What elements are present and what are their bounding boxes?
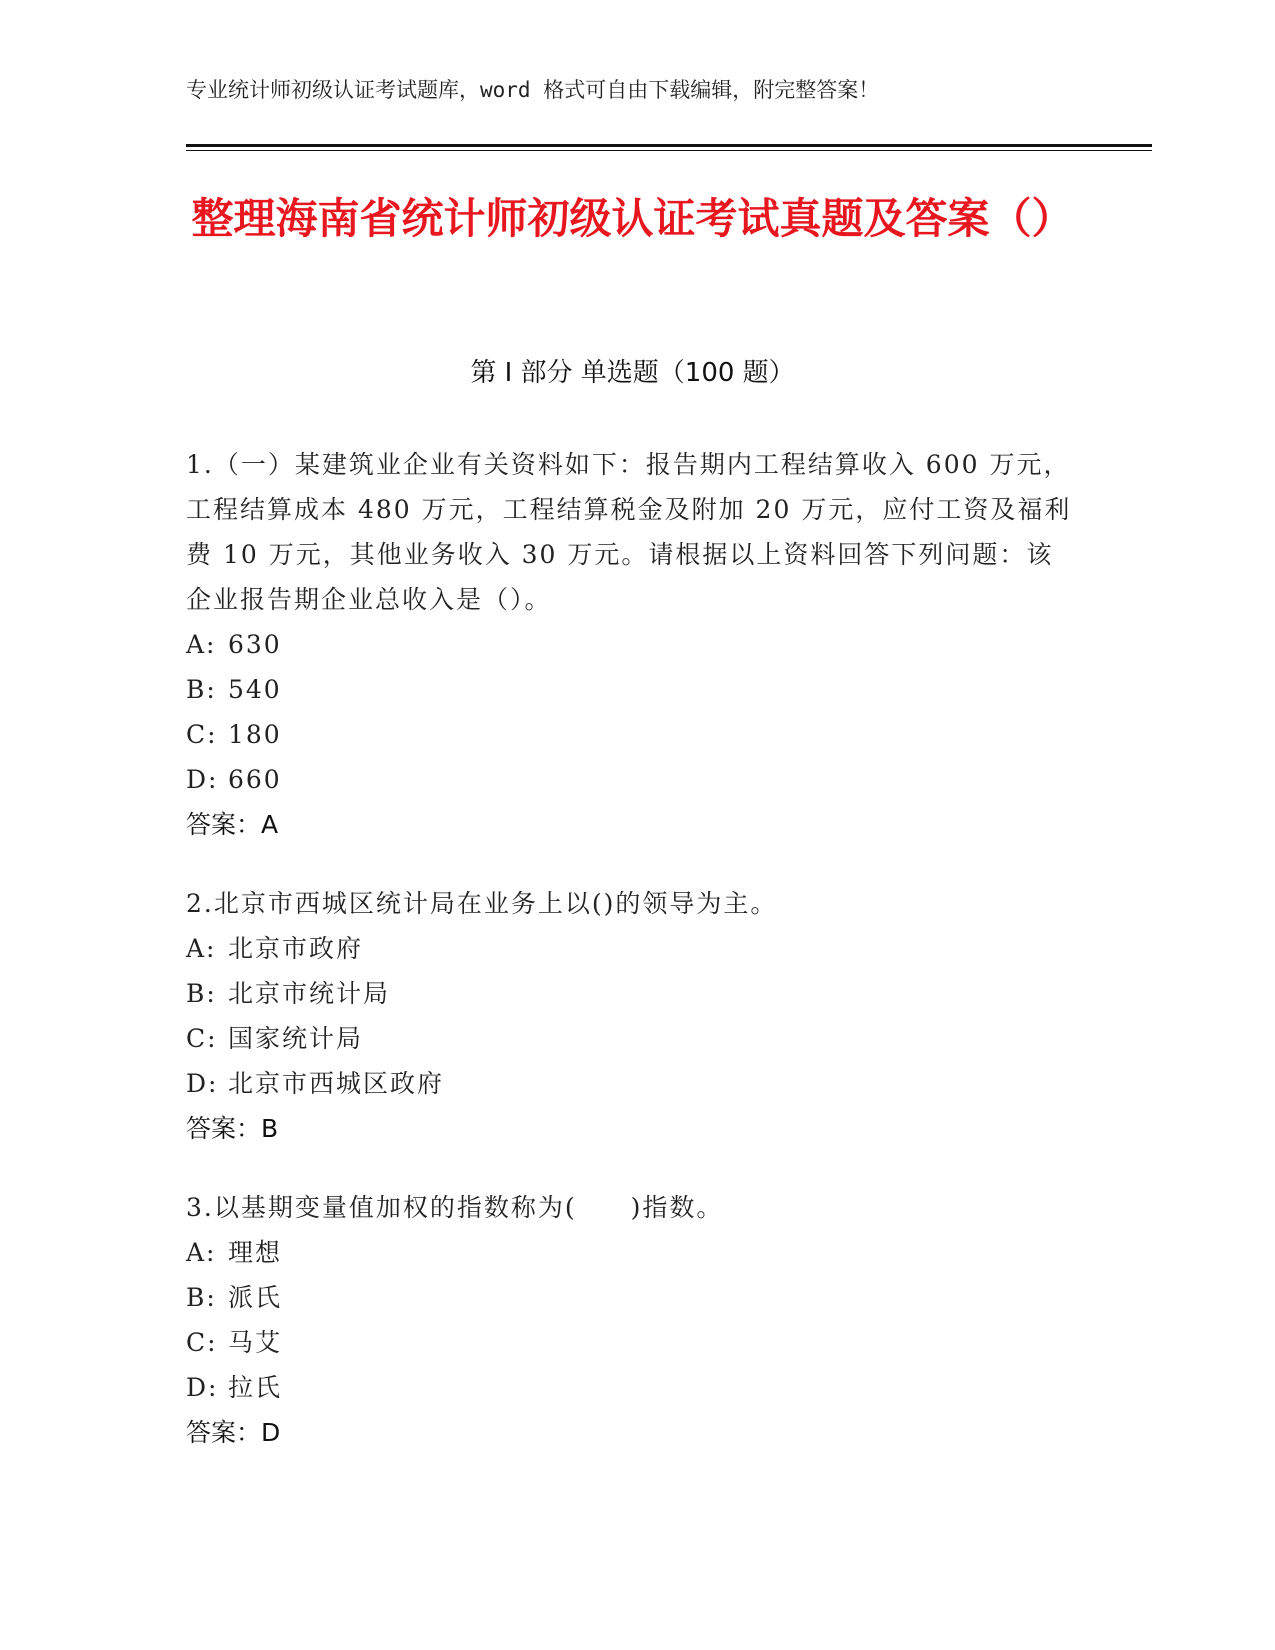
option-key: C:: [186, 720, 218, 749]
option-key: D:: [186, 765, 219, 794]
option-text: 北京市统计局: [228, 979, 391, 1008]
option-a: [186, 1230, 1079, 1275]
option-text: 派氏: [228, 1283, 283, 1312]
option-a: [186, 622, 1079, 667]
option-key: B:: [186, 979, 217, 1008]
option-key: A:: [186, 934, 217, 963]
option-key: A:: [186, 630, 217, 659]
section-heading: 第 I 部分 单选题（100 题）: [470, 358, 795, 388]
option-key: B:: [186, 1283, 217, 1312]
option-key: A:: [186, 1238, 217, 1267]
option-c: [186, 1320, 1079, 1365]
option-text: 马艾: [228, 1328, 283, 1357]
option-key: D:: [186, 1069, 219, 1098]
answer-line: 答案：A: [186, 810, 279, 839]
option-a: [186, 926, 1079, 971]
option-text: 180: [228, 720, 282, 749]
document-title: 整理海南省统计师初级认证考试真题及答案（）: [191, 194, 1074, 243]
header-note: 专业统计师初级认证考试题库，word 格式可自由下载编辑，附完整答案！: [186, 78, 880, 102]
question-2: [186, 881, 1079, 1151]
header-rule-thin: [186, 150, 1152, 151]
option-key: D:: [186, 1373, 219, 1402]
question-3: [186, 1185, 1079, 1455]
option-key: B:: [186, 675, 217, 704]
answer-line: 答案：D: [186, 1418, 281, 1447]
option-key: C:: [186, 1328, 218, 1357]
question-stem: 2.北京市西城区统计局在业务上以()的领导为主。: [186, 889, 778, 918]
option-c: [186, 712, 1079, 757]
question-stem: 1.（一）某建筑业企业有关资料如下：报告期内工程结算收入 600 万元，工程结算成本 480 万元，工程结算税金及附加 20 万元，应付工资及福利费 10 万元，其他业务收入 30 万元。请根据以上资料回答下列问题：该企业报告期企业总收入是（）。: [186, 450, 1072, 614]
option-d: [186, 757, 1079, 802]
option-text: 北京市政府: [228, 934, 364, 963]
question-1: [186, 442, 1079, 847]
question-stem: 3.以基期变量值加权的指数称为( )指数。: [186, 1193, 724, 1222]
option-text: 660: [228, 765, 282, 794]
option-text: 630: [228, 630, 282, 659]
header-rule-thick: [186, 144, 1152, 147]
option-text: 拉氏: [228, 1373, 283, 1402]
option-c: [186, 1016, 1079, 1061]
option-text: 北京市西城区政府: [228, 1069, 445, 1098]
option-text: 理想: [228, 1238, 283, 1267]
option-text: 国家统计局: [228, 1024, 364, 1053]
option-d: [186, 1061, 1079, 1106]
question-list: [186, 442, 1079, 1489]
option-key: C:: [186, 1024, 218, 1053]
option-d: [186, 1365, 1079, 1410]
answer-line: 答案：B: [186, 1114, 279, 1143]
option-b: [186, 971, 1079, 1016]
option-text: 540: [228, 675, 282, 704]
option-b: [186, 1275, 1079, 1320]
option-b: [186, 667, 1079, 712]
